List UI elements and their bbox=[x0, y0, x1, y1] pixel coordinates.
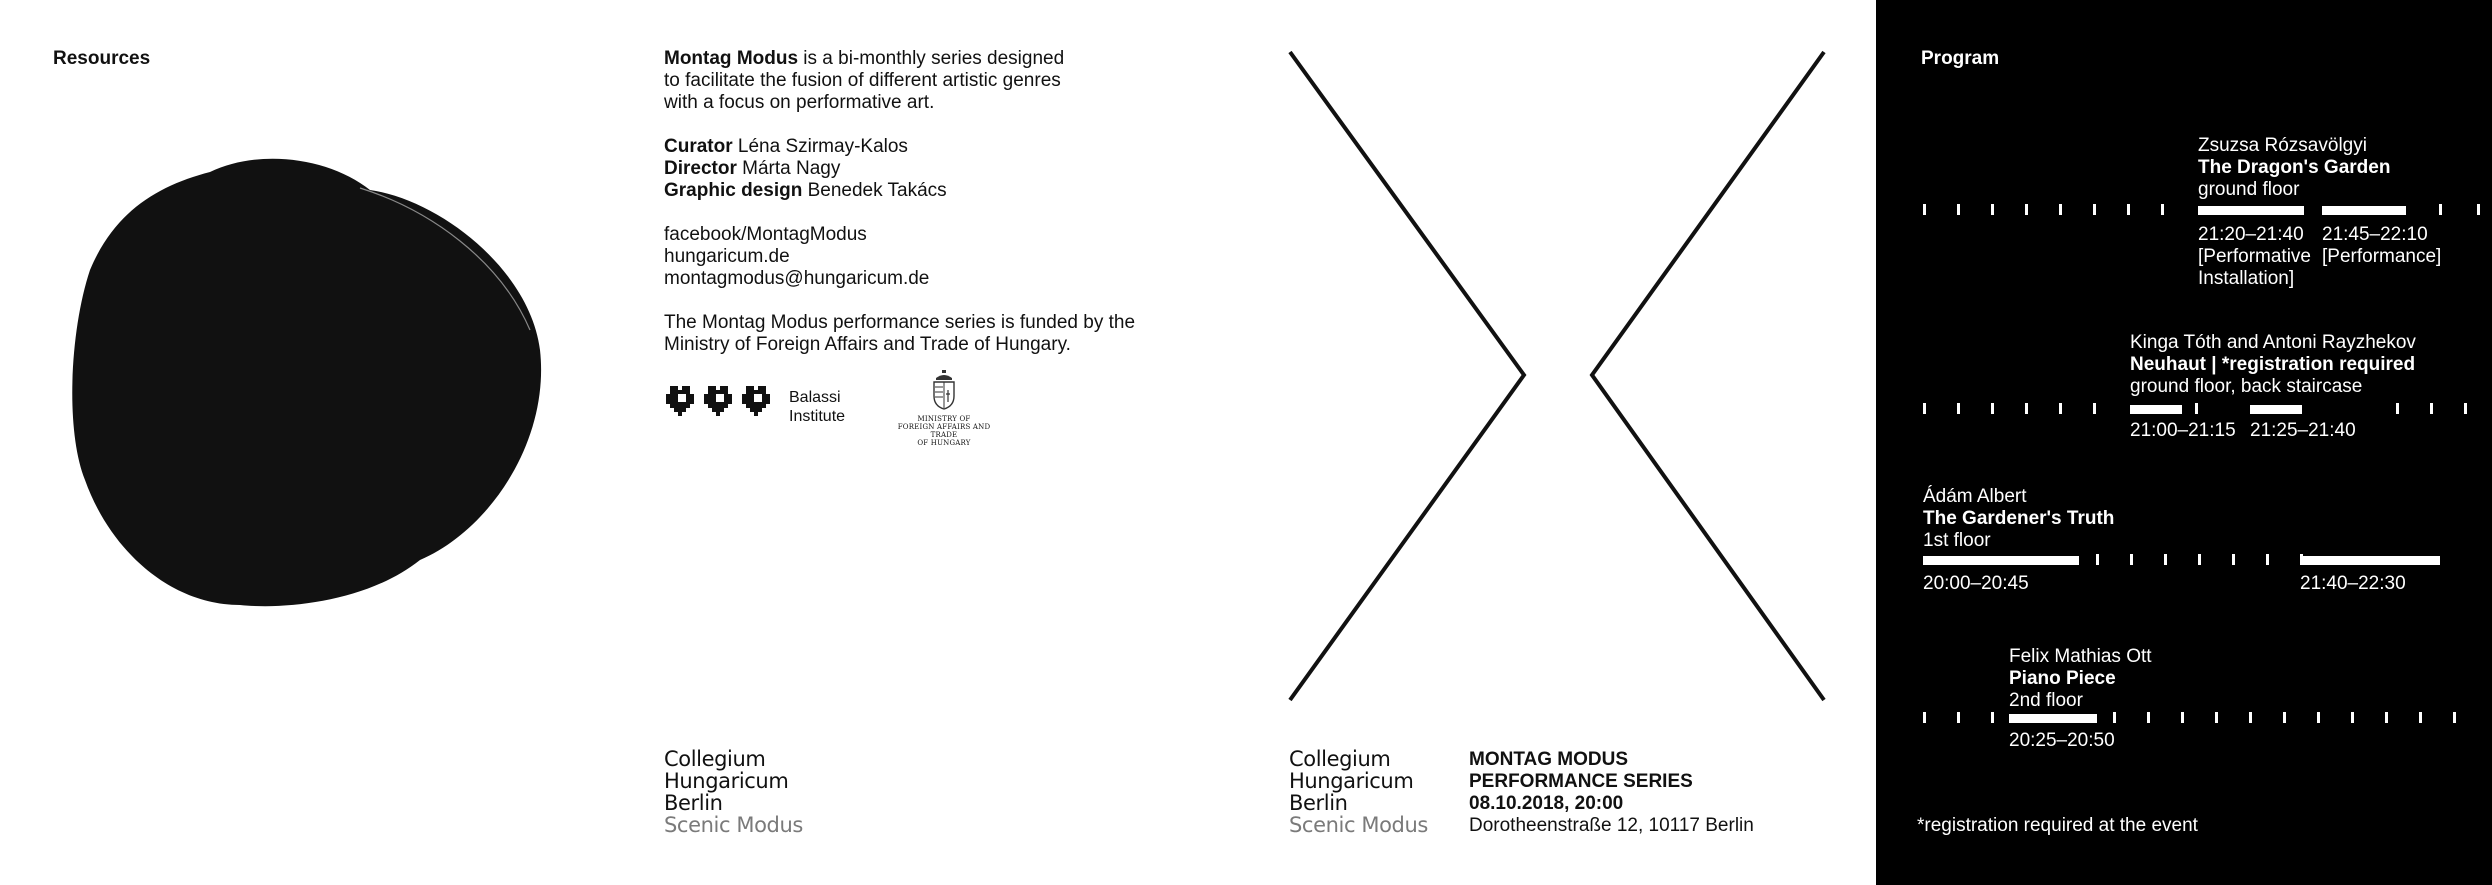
event-datetime: 08.10.2018, 20:00 bbox=[1469, 793, 1624, 814]
credit-role: Director bbox=[664, 158, 737, 179]
program-slot bbox=[2322, 224, 2441, 268]
x-shape-graphic bbox=[1280, 40, 1840, 710]
funding-line: The Montag Modus performance series is funded by the bbox=[664, 312, 1136, 333]
program-artist: Ádám Albert bbox=[1923, 486, 2027, 507]
program-location: 2nd floor bbox=[2009, 690, 2083, 711]
slot-label: [Performance] bbox=[2322, 246, 2442, 267]
program-title: The Dragon's Garden bbox=[2198, 157, 2391, 178]
intro-bold: Montag Modus bbox=[664, 48, 799, 69]
slot-label: [Performative bbox=[2198, 246, 2311, 267]
hungarian-coat-of-arms-icon bbox=[931, 370, 957, 410]
program-item bbox=[2009, 646, 2152, 712]
credit-role: Graphic design bbox=[664, 180, 803, 201]
credit-role: Curator bbox=[664, 136, 733, 157]
event-address: Dorotheenstraße 12, 10117 Berlin bbox=[1469, 815, 1754, 836]
funding-line: Ministry of Foreign Affairs and Trade of Hungary. bbox=[664, 334, 1071, 355]
link-website[interactable]: hungaricum.de bbox=[664, 246, 790, 267]
program-title: Piano Piece bbox=[2009, 668, 2116, 689]
link-email[interactable]: montagmodus@hungaricum.de bbox=[664, 268, 930, 289]
slot-time: 21:40–22:30 bbox=[2300, 573, 2406, 594]
credit-name: Léna Szirmay-Kalos bbox=[737, 136, 908, 157]
collegium-wordmark: Collegium Hungaricum Berlin Scenic Modus bbox=[1289, 747, 1428, 837]
ministry-logo: MINISTRY OF FOREIGN AFFAIRS AND TRADE OF HUNGARY bbox=[889, 370, 999, 447]
link-facebook[interactable]: facebook/MontagModus bbox=[664, 224, 867, 245]
intro-line: to facilitate the fusion of different artistic genres bbox=[664, 70, 1061, 91]
slot-time: 21:00–21:15 bbox=[2130, 420, 2236, 441]
program-item bbox=[2130, 332, 2416, 398]
event-subtitle: PERFORMANCE SERIES bbox=[1469, 771, 1693, 792]
slot-time: 20:25–20:50 bbox=[2009, 730, 2115, 751]
program-panel bbox=[1876, 0, 2492, 885]
program-artist: Kinga Tóth and Antoni Rayzhekov bbox=[2130, 332, 2416, 353]
program-location: ground floor bbox=[2198, 179, 2300, 200]
resources-heading: Resources bbox=[53, 48, 151, 69]
program-artist: Zsuzsa Rózsavölgyi bbox=[2198, 135, 2367, 156]
program-location: ground floor, back staircase bbox=[2130, 376, 2363, 397]
slot-time: 21:20–21:40 bbox=[2198, 224, 2304, 245]
slot-time: 21:25–21:40 bbox=[2250, 420, 2356, 441]
funding-note bbox=[664, 312, 1184, 356]
black-blob-graphic bbox=[60, 150, 550, 620]
program-slot bbox=[2198, 224, 2311, 290]
event-info bbox=[1469, 749, 1754, 837]
program-title: The Gardener's Truth bbox=[1923, 508, 2115, 529]
slot-time: 21:45–22:10 bbox=[2322, 224, 2428, 245]
credit-name: Benedek Takács bbox=[807, 180, 947, 201]
links bbox=[664, 224, 1184, 290]
credits bbox=[664, 136, 1184, 202]
program-artist: Felix Mathias Ott bbox=[2009, 646, 2152, 667]
program-item bbox=[1923, 486, 2114, 552]
timeline-ticks bbox=[1876, 0, 2492, 885]
sponsor-logos bbox=[664, 366, 1044, 446]
program-item bbox=[2198, 135, 2390, 201]
program-title: Neuhaut | *registration required bbox=[2130, 354, 2416, 375]
registration-footnote: *registration required at the event bbox=[1917, 815, 2198, 836]
program-heading: Program bbox=[1921, 48, 2000, 69]
balassi-logo-text: Balassi Institute bbox=[789, 389, 846, 425]
program-location: 1st floor bbox=[1923, 530, 1991, 551]
intro-line: is a bi-monthly series designed bbox=[798, 48, 1065, 69]
intro-paragraph bbox=[664, 48, 1184, 114]
intro-line: with a focus on performative art. bbox=[664, 92, 935, 113]
collegium-wordmark: Collegium Hungaricum Berlin Scenic Modus bbox=[664, 747, 803, 837]
slot-time: 20:00–20:45 bbox=[1923, 573, 2029, 594]
balassi-logo-icon bbox=[664, 380, 784, 428]
event-title: MONTAG MODUS bbox=[1469, 749, 1629, 770]
credit-name: Márta Nagy bbox=[742, 158, 841, 179]
slot-label: Installation] bbox=[2198, 268, 2295, 289]
info-text bbox=[664, 48, 1184, 378]
